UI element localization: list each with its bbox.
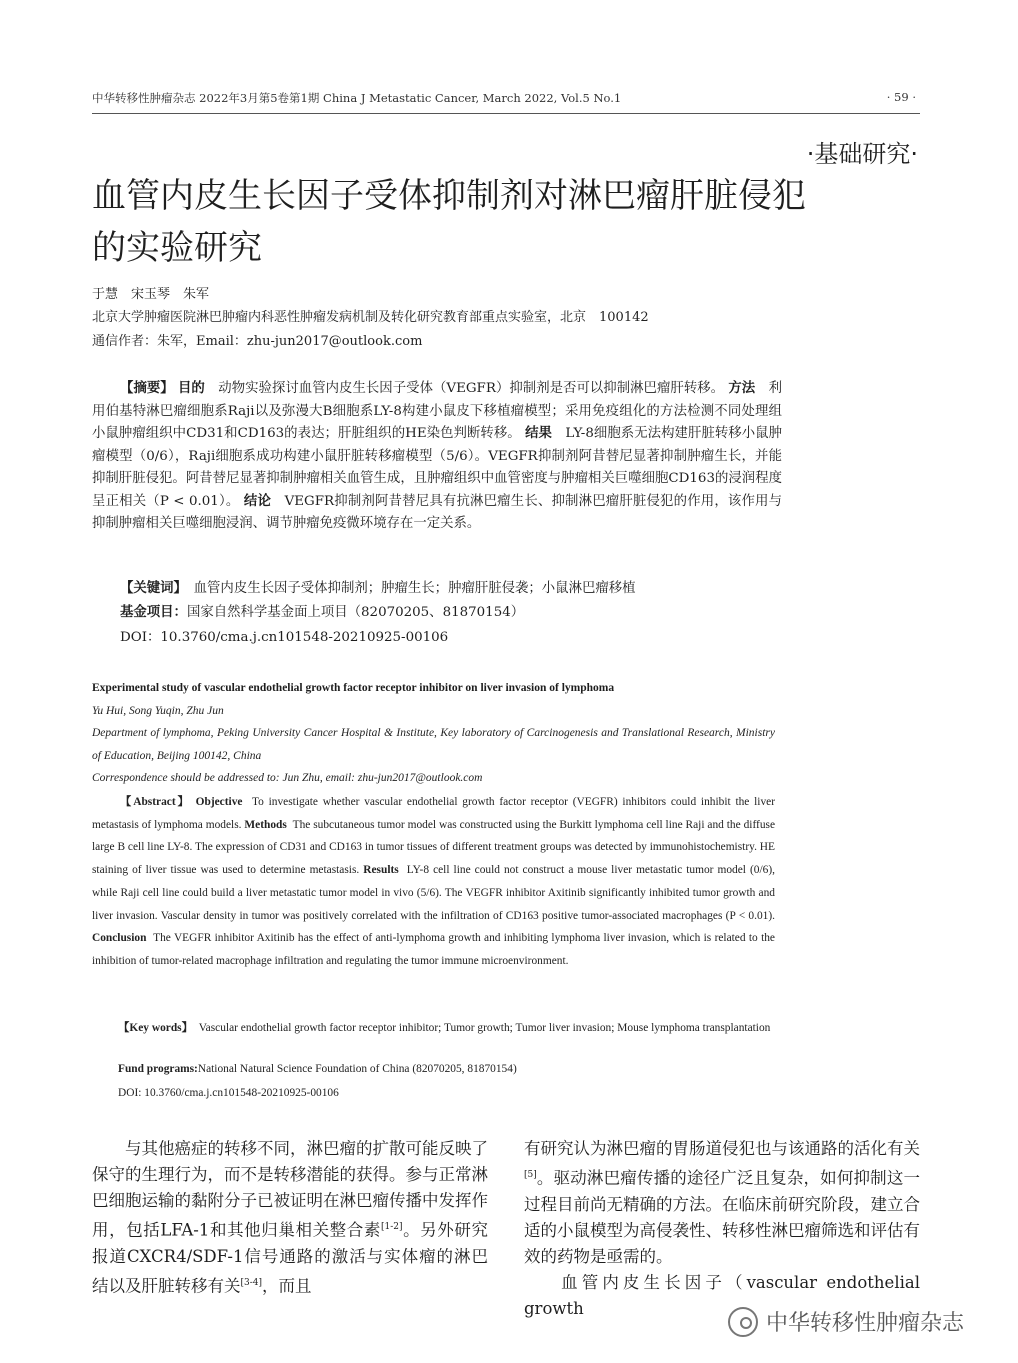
fund-cn — [120, 602, 820, 624]
fund-cn-text: 国家自然科学基金面上项目（82070205、81870154） — [186, 605, 525, 620]
right-text-2: 。驱动淋巴瘤传播的途径广泛且复杂，如何抑制这一过程目前尚无精确的方法。在临床前研究阶段，建立合适的小鼠模型为高侵袭性、转移性淋巴瘤筛选和评估有效的药物是亟需的。 — [524, 1168, 920, 1266]
citation: [3-4] — [240, 1277, 263, 1288]
conclusion-en: The VEGFR inhibitor Axitinib has the effect of anti-lymphoma growth and inhibiting lymphoma liver invasion, which is related to the inhibition of tumor-related macrophage infiltration and regulating the tumor immune microenvironment. — [92, 932, 775, 967]
en-authors: Yu Hui, Song Yuqin, Zhu Jun — [92, 705, 224, 717]
objective-en: To investigate whether vascular endothelial growth factor receptor (VEGFR) inhibitors could inhibit the liver metastasis of lymphoma models. — [92, 796, 775, 831]
results-cn-label: 结果 — [525, 426, 552, 441]
section-label: ·基础研究· — [806, 140, 918, 168]
body-column-right — [524, 1136, 920, 1322]
affiliation-cn: 北京大学肿瘤医院淋巴肿瘤内科恶性肿瘤发病机制及转化研究教育部重点实验室，北京 100142 — [92, 310, 649, 325]
left-text-1: 与其他癌症的转移不同，淋巴瘤的扩散可能反映了保守的生理行为，而不是转移潜能的获得。参与正常淋巴细胞运输的黏附分子已被证明在淋巴瘤传播中发挥作用，包括LFA-1和其他归巢相关整合素 — [92, 1139, 488, 1240]
authors-cn: 于慧 宋玉琴 朱军 — [92, 287, 210, 302]
wechat-icon — [728, 1307, 758, 1337]
objective-cn-label: 目的 — [178, 381, 205, 396]
abstract-en — [92, 791, 775, 973]
fund-en — [118, 1063, 517, 1075]
correspondence-cn: 通信作者：朱军，Email：zhu-jun2017@outlook.com — [92, 334, 423, 349]
right-text-1: 有研究认为淋巴瘤的胃肠道侵犯也与该通路的活化有关 — [524, 1139, 920, 1158]
citation: [5] — [524, 1170, 537, 1180]
doi-en: DOI: 10.3760/cma.j.cn101548-20210925-00106 — [118, 1087, 339, 1099]
right-text-3: 血管内皮生长因子（vascular endothelial growth — [524, 1272, 920, 1318]
keywords-en-text: Vascular endothelial growth factor receptor inhibitor; Tumor growth; Tumor liver invasion; Mouse lymphoma transplantation — [198, 1022, 771, 1034]
abstract-en-label: 【Abstract】 — [118, 796, 191, 808]
conclusion-cn-label: 结论 — [243, 493, 272, 509]
en-correspondence: Correspondence should be addressed to: Jun Zhu, email: zhu-jun2017@outlook.com — [92, 772, 483, 784]
watermark — [728, 1306, 964, 1337]
results-cn: LY-8细胞系无法构建肝脏转移小鼠肿瘤模型（0/6），Raji细胞系成功构建小鼠肝脏转移瘤模型（5/6）。VEGFR抑制剂阿昔替尼显著抑制肿瘤生长，并能抑制肝脏侵犯。阿昔替尼显著抑制肿瘤相关血管生成，且肿瘤组织中血管密度与肿瘤相关巨噬细胞CD163的浸润程度呈正相关（P < 0.01）。 — [92, 426, 783, 509]
methods-cn-label: 方法 — [728, 381, 756, 396]
methods-cn: 利用伯基特淋巴瘤细胞系Raji以及弥漫大B细胞系LY-8构建小鼠皮下移植瘤模型；采用免疫组化的方法检测不同处理组小鼠肿瘤组织中CD31和CD163的表达；肝脏组织的HE染色判断转移。 — [92, 381, 783, 441]
objective-cn: 动物实验探讨血管内皮生长因子受体（VEGFR）抑制剂是否可以抑制淋巴瘤肝转移。 — [218, 381, 725, 396]
left-text-3: ，而且 — [262, 1276, 312, 1295]
keywords-en — [92, 1017, 775, 1040]
running-header — [92, 90, 920, 112]
methods-en-label: Methods — [244, 818, 287, 831]
conclusion-en-label: Conclusion — [92, 932, 147, 945]
en-title: Experimental study of vascular endothelial growth factor receptor inhibitor on liver invasion of lymphoma — [92, 682, 615, 694]
header-rule — [92, 113, 920, 114]
objective-en-label: Objective — [195, 796, 243, 808]
article-title: 血管内皮生长因子受体抑制剂对淋巴瘤肝脏侵犯的实验研究 — [92, 176, 806, 268]
fund-en-label: Fund programs: — [118, 1063, 198, 1075]
page-number: · 59 · — [886, 90, 916, 104]
watermark-text: 中华转移性肿瘤杂志 — [766, 1311, 965, 1336]
doi-cn: DOI：10.3760/cma.j.cn101548-20210925-00106 — [120, 630, 449, 645]
conclusion-cn: VEGFR抑制剂阿昔替尼具有抗淋巴瘤生长、抑制淋巴瘤肝脏侵犯的作用，该作用与抑制肿瘤相关巨噬细胞浸润、调节肿瘤免疫微环境存在一定关系。 — [92, 493, 783, 531]
fund-en-text: National Natural Science Foundation of China (82070205, 81870154) — [197, 1063, 517, 1075]
keywords-cn-text: 血管内皮生长因子受体抑制剂；肿瘤生长；肿瘤肝脏侵袭；小鼠淋巴瘤移植 — [193, 581, 636, 596]
en-affiliation: Department of lymphoma, Peking University Cancer Hospital & Institute, Key laboratory of Carcinogenesis and Translational Research, Ministry of Education, Beijing 100142, China — [92, 727, 775, 762]
keywords-en-label: 【Key words】 — [118, 1022, 193, 1034]
keywords-cn-label: 【关键词】 — [120, 581, 181, 596]
keywords-cn — [120, 578, 820, 600]
results-en: LY-8 cell line could not construct a mouse liver metastatic tumor model (0/6), while Raji cell line could build a liver metastatic tumor model in vivo (5/6). The VEGFR inhibitor Axitinib significantly inhibited tumor growth and liver invasion. Vascular density in tumor was positively correlated with the infiltration of CD163 positive tumor-associated macrophages (P < 0.01). — [92, 864, 775, 922]
abstract-cn-label: 【摘要】 — [120, 381, 174, 396]
journal-line: 中华转移性肿瘤杂志 2022年3月第5卷第1期 China J Metastatic Cancer, March 2022, Vol.5 No.1 — [92, 91, 622, 105]
body-column-left — [92, 1136, 488, 1299]
fund-cn-label: 基金项目： — [120, 605, 187, 620]
results-en-label: Results — [363, 864, 399, 877]
methods-en: The subcutaneous tumor model was constructed using the Burkitt lymphoma cell line Raji and the diffuse large B cell line LY-8. The expression of CD31 and CD163 in tumor tissues of different treatment groups was detected by immunohistochemistry. HE staining of liver tissue was used to determine metastasis. — [92, 818, 776, 877]
left-text-2: 。另外研究报道CXCR4/SDF-1信号通路的激活与实体瘤的淋巴结以及肝脏转移有关 — [92, 1220, 489, 1295]
abstract-cn — [92, 378, 782, 536]
citation: [1-2] — [380, 1222, 403, 1232]
